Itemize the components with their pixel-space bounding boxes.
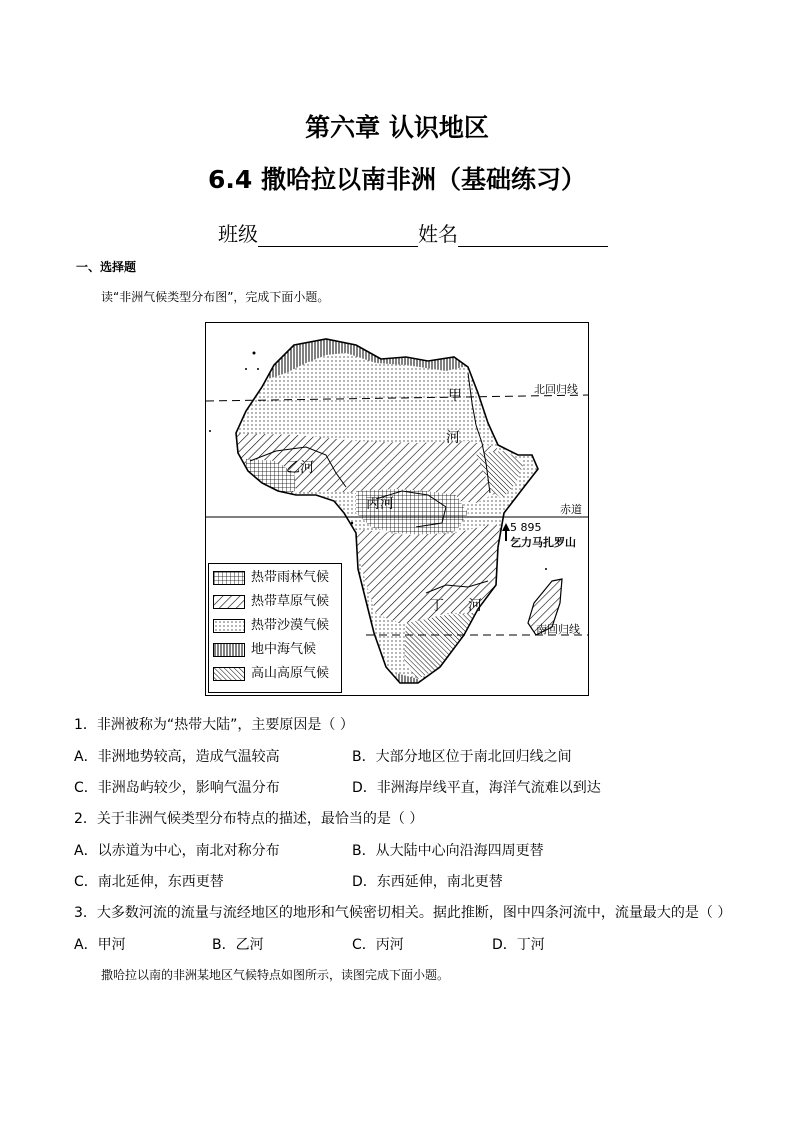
island-canary2 (257, 368, 259, 370)
legend-label-savanna: 热带草原气候 (251, 594, 330, 609)
question-1-option-b[interactable]: B．大部分地区位于南北回归线之间 (352, 749, 572, 765)
class-label: 班级 (218, 222, 258, 246)
legend-swatch-highland (213, 667, 245, 681)
legend-swatch-rainforest (213, 571, 245, 585)
legend-swatch-savanna (213, 595, 245, 609)
question-1-option-a[interactable]: A．非洲地势较高，造成气温较高 (74, 749, 280, 765)
africa-climate-map (205, 322, 589, 696)
legend-row-rainforest (213, 569, 341, 587)
peak-triangle-icon (502, 523, 510, 531)
question-3-stem: 3．大多数河流的流量与流经地区的地形和气候密切相关。据此推断，图中四条河流中，流量最大的是（ ） (74, 905, 732, 921)
highland-south (404, 613, 476, 679)
map-intro-text: 读“非洲气候类型分布图”，完成下面小题。 (101, 290, 330, 304)
question-3-option-a[interactable]: A．甲河 (74, 937, 126, 953)
section-title: 6.4 撒哈拉以南非洲（基础练习） (208, 165, 586, 194)
legend-label-mediterranean: 地中海气候 (251, 642, 317, 657)
question-2-option-c[interactable]: C．南北延伸，东西更替 (74, 874, 224, 890)
question-1-stem: 1．非洲被称为“热带大陆”，主要原因是（ ） (74, 717, 354, 733)
legend-row-desert (213, 617, 341, 635)
label-river-bing: 丙河 (366, 496, 394, 512)
section-heading: 一、选择题 (76, 260, 137, 274)
question-3-option-d[interactable]: D．丁河 (492, 937, 545, 953)
name-label: 姓名 (418, 222, 458, 246)
map-legend (208, 563, 342, 693)
question-1-option-d[interactable]: D．非洲海岸线平直，海洋气流难以到达 (352, 780, 601, 796)
question-3-option-c[interactable]: C．丙河 (352, 937, 404, 953)
legend-label-highland: 高山高原气候 (251, 666, 330, 681)
question-3-option-b[interactable]: B．乙河 (212, 937, 264, 953)
class-blank[interactable] (258, 226, 418, 247)
island-madeira (253, 352, 256, 355)
island-cape-verde (209, 430, 211, 432)
label-tropic-south: 南回归线 (536, 623, 580, 636)
name-blank[interactable] (458, 226, 608, 247)
legend-row-mediterranean (213, 641, 341, 659)
legend-swatch-mediterranean (213, 643, 245, 657)
legend-label-desert: 热带沙漠气候 (251, 618, 330, 633)
legend-row-savanna (213, 593, 341, 611)
label-river-jia: 甲 (448, 388, 462, 404)
legend-row-highland (213, 665, 341, 683)
legend-label-rainforest: 热带雨林气候 (251, 570, 330, 585)
label-river-ding-he: 河 (468, 598, 482, 614)
island-comoros (545, 568, 547, 570)
question-2-stem: 2．关于非洲气候类型分布特点的描述，最恰当的是（ ） (74, 811, 424, 827)
chapter-title: 第六章 认识地区 (305, 113, 489, 142)
label-river-jia-he: 河 (446, 430, 460, 446)
island-sao-tome (351, 522, 353, 524)
question-2-option-a[interactable]: A．以赤道为中心，南北对称分布 (74, 843, 280, 859)
label-river-yi: 乙河 (286, 460, 314, 476)
label-peak-height: 5 895 (510, 521, 542, 534)
label-tropic-north: 北回归线 (534, 383, 578, 396)
label-peak-name: 乞力马扎罗山 (510, 536, 576, 549)
student-info-line (218, 218, 608, 247)
island-canary (245, 368, 247, 370)
question-2-option-b[interactable]: B．从大陆中心向沿海四周更替 (352, 843, 544, 859)
label-river-ding: 丁 (430, 598, 444, 614)
legend-swatch-desert (213, 619, 245, 633)
question-1-option-c[interactable]: C．非洲岛屿较少，影响气温分布 (74, 780, 280, 796)
part2-intro-text: 撒哈拉以南的非洲某地区气候特点如图所示，读图完成下面小题。 (101, 968, 450, 982)
label-equator: 赤道 (560, 503, 582, 516)
question-2-option-d[interactable]: D．东西延伸，南北更替 (352, 874, 503, 890)
